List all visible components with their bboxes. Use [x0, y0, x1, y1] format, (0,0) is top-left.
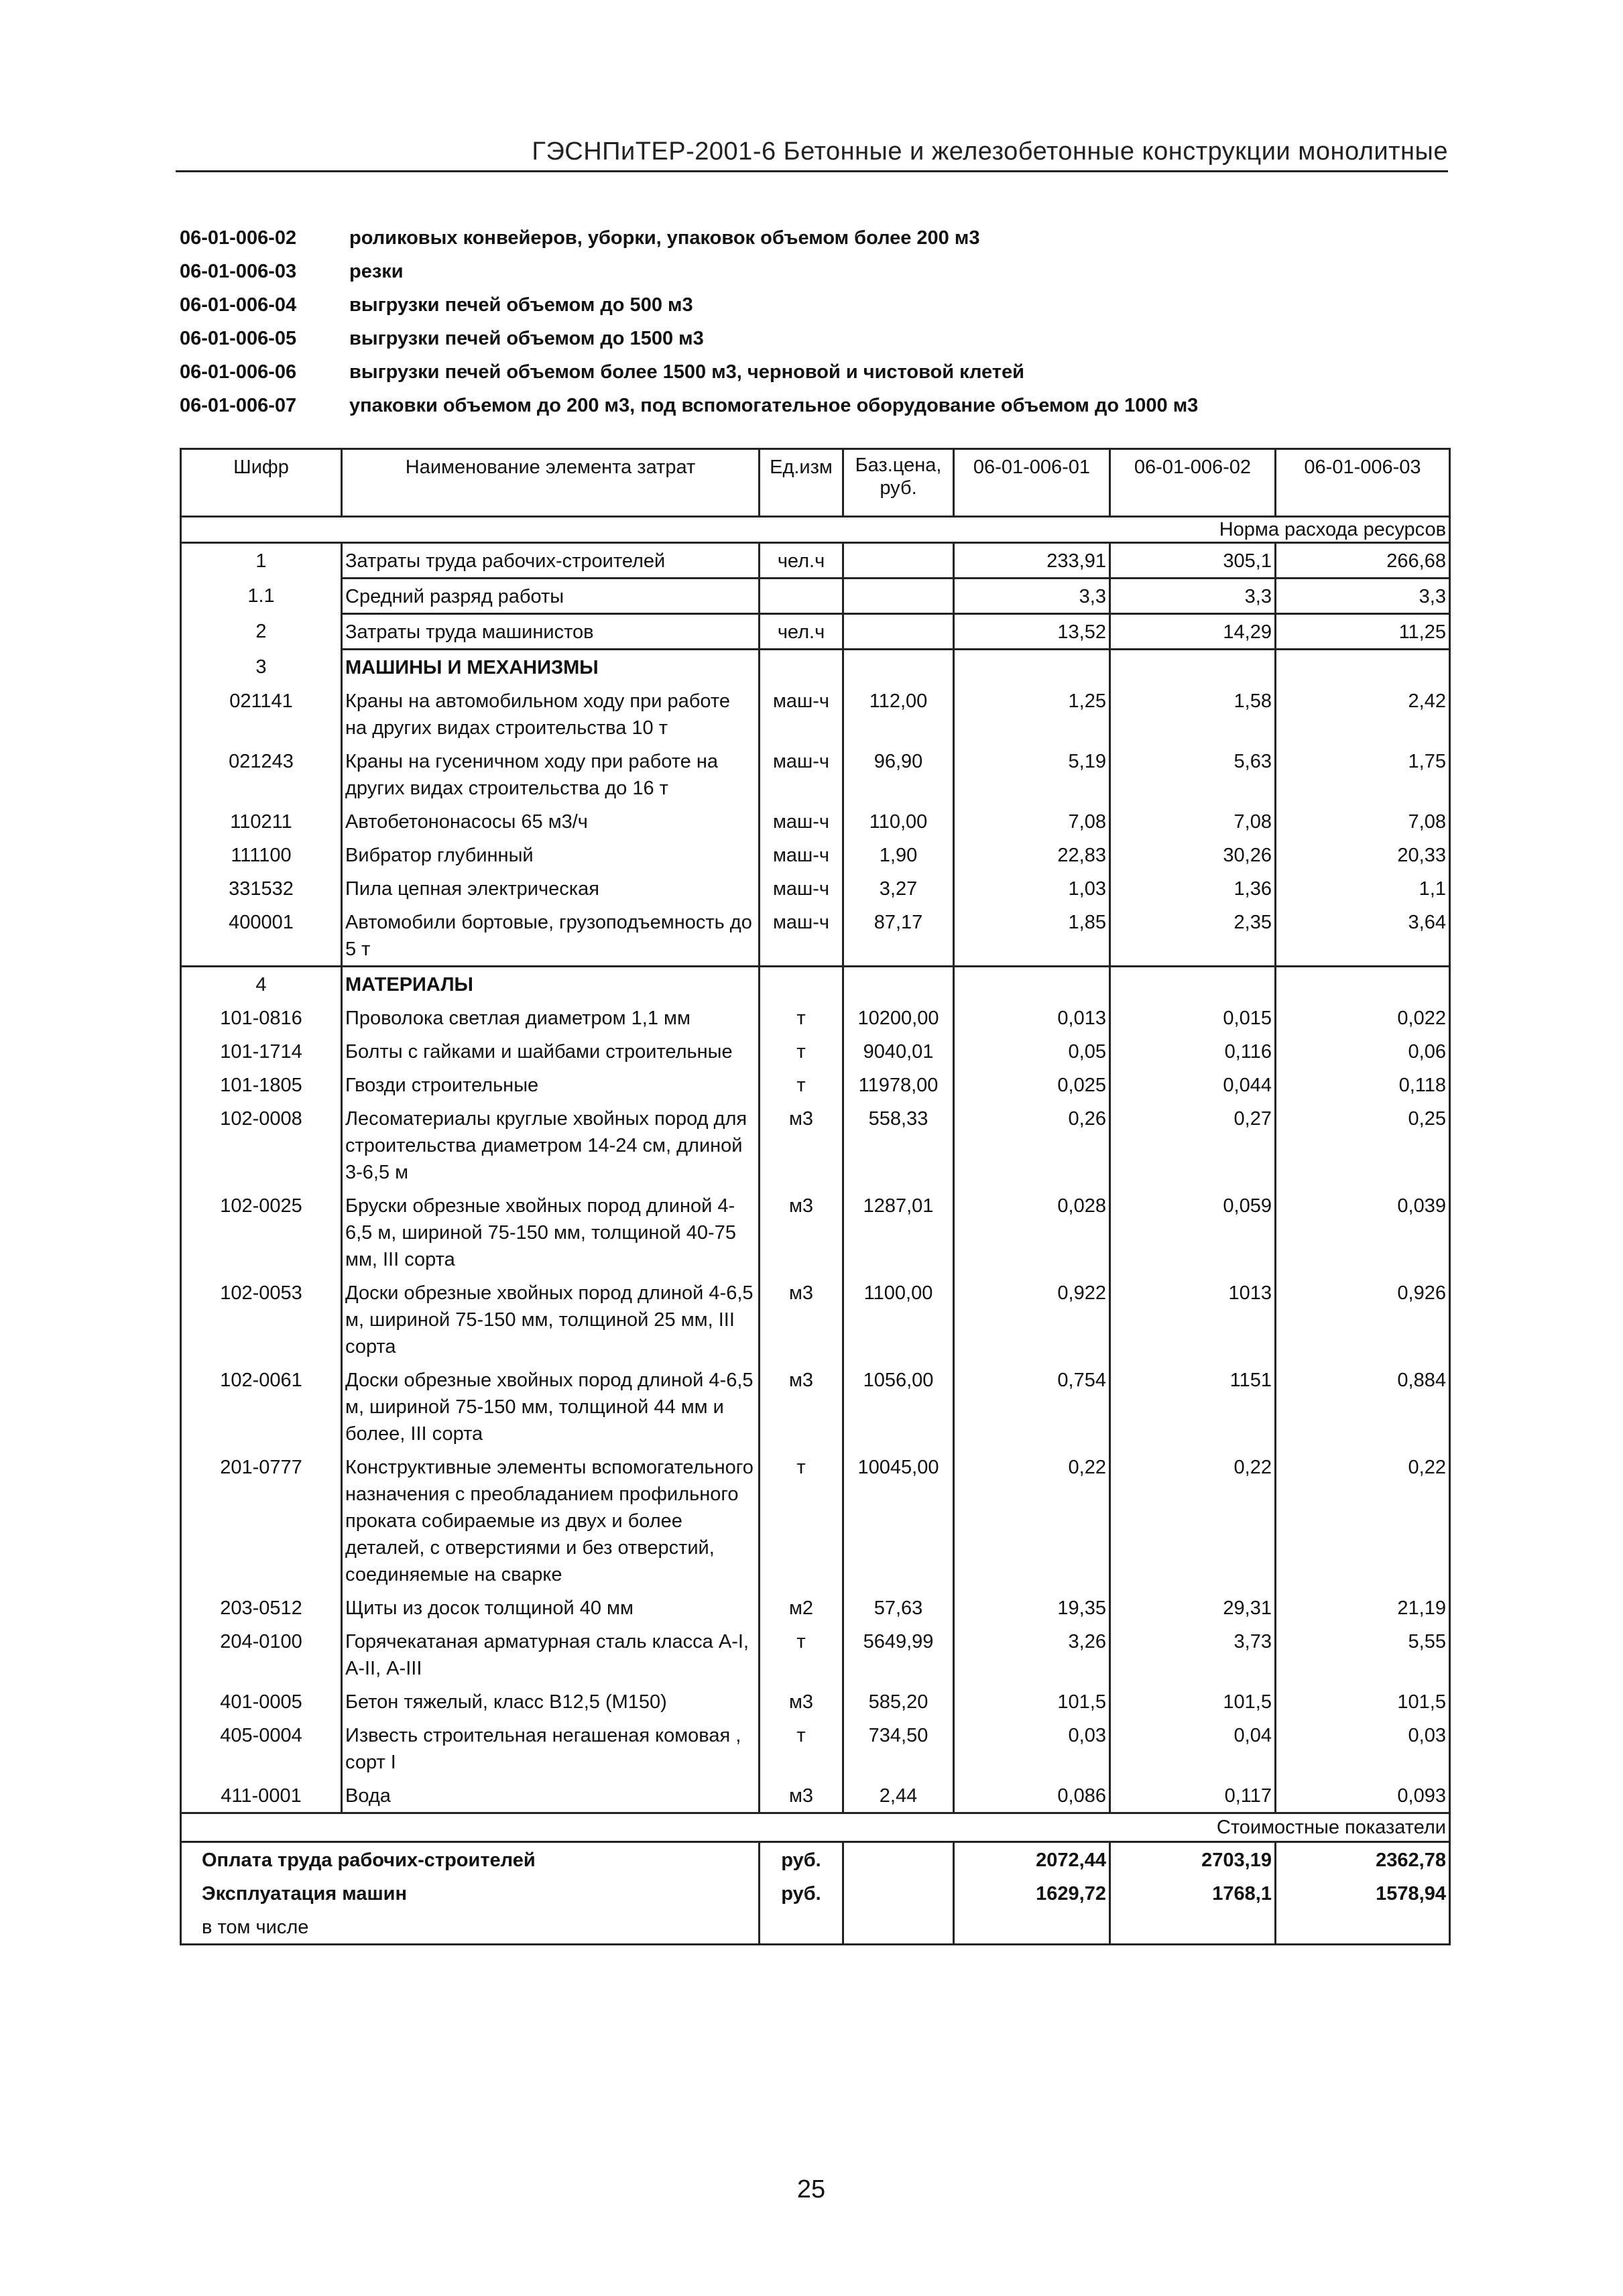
row-name: Средний разряд работы — [342, 579, 760, 614]
header-price: Баз.цена, руб. — [843, 449, 954, 517]
intro-item — [180, 221, 1453, 255]
intro-code: 06-01-006-02 — [180, 227, 297, 249]
row-name: Бруски обрезные хвойных пород длиной 4-6,5 м, шириной 75-150 мм, толщиной 40-75 мм, III сорта — [342, 1189, 760, 1276]
footer-row — [181, 1876, 1450, 1910]
row-unit: маш-ч — [760, 804, 843, 838]
row-unit: чел.ч — [760, 614, 843, 650]
row-price: 558,33 — [843, 1101, 954, 1189]
row-code: 204-0100 — [181, 1624, 342, 1685]
row-value-2 — [1110, 967, 1276, 1002]
footer-label: Эксплуатация машин — [181, 1876, 760, 1910]
footer-value-1: 2072,44 — [954, 1842, 1110, 1877]
row-price: 96,90 — [843, 744, 954, 804]
row-price — [843, 650, 954, 684]
row-unit — [760, 967, 843, 1002]
row-price: 9040,01 — [843, 1034, 954, 1068]
row-value-1: 0,754 — [954, 1363, 1110, 1450]
row-value-1 — [954, 967, 1110, 1002]
row-name: Горячекатаная арматурная сталь класса А-I, А-II, А-III — [342, 1624, 760, 1685]
table-row — [181, 1101, 1450, 1189]
intro-code: 06-01-006-03 — [180, 261, 297, 282]
row-code: 111100 — [181, 838, 342, 871]
row-value-2: 1151 — [1110, 1363, 1276, 1450]
footer-row — [181, 1910, 1450, 1945]
row-value-3: 11,25 — [1276, 614, 1450, 650]
row-price: 87,17 — [843, 905, 954, 967]
row-name: Затраты труда машинистов — [342, 614, 760, 650]
row-name: Краны на автомобильном ходу при работе на других видах строительства 10 т — [342, 684, 760, 744]
row-code: 102-0053 — [181, 1276, 342, 1363]
row-value-3: 5,55 — [1276, 1624, 1450, 1685]
table-row — [181, 1718, 1450, 1778]
row-unit: м3 — [760, 1276, 843, 1363]
row-value-3: 2,42 — [1276, 684, 1450, 744]
row-unit: маш-ч — [760, 838, 843, 871]
row-value-3: 0,884 — [1276, 1363, 1450, 1450]
row-value-1: 1,25 — [954, 684, 1110, 744]
row-name: Доски обрезные хвойных пород длиной 4-6,5 м, шириной 75-150 мм, толщиной 25 мм, III сорта — [342, 1276, 760, 1363]
row-value-3: 21,19 — [1276, 1591, 1450, 1624]
row-name: Краны на гусеничном ходу при работе на других видах строительства до 16 т — [342, 744, 760, 804]
row-code: 1.1 — [181, 579, 342, 614]
row-price: 1287,01 — [843, 1189, 954, 1276]
row-value-2: 101,5 — [1110, 1685, 1276, 1718]
row-unit: маш-ч — [760, 871, 843, 905]
row-value-3: 0,118 — [1276, 1068, 1450, 1101]
footer-value-3: 1578,94 — [1276, 1876, 1450, 1910]
row-unit: м3 — [760, 1363, 843, 1450]
row-value-1: 0,05 — [954, 1034, 1110, 1068]
table-row — [181, 579, 1450, 614]
row-unit: м3 — [760, 1778, 843, 1813]
intro-item — [180, 389, 1453, 422]
row-value-3: 0,22 — [1276, 1450, 1450, 1591]
row-value-1: 0,028 — [954, 1189, 1110, 1276]
table-row — [181, 1591, 1450, 1624]
row-price — [843, 543, 954, 579]
table-row — [181, 650, 1450, 684]
row-name: Конструктивные элементы вспомогательного назначения с преобладанием профильного проката собираемые из двух и более деталей, с отверстиями и без отверстий, соединяемые на сварке — [342, 1450, 760, 1591]
row-name: МАШИНЫ И МЕХАНИЗМЫ — [342, 650, 760, 684]
footer-value-3 — [1276, 1910, 1450, 1945]
row-value-2: 0,27 — [1110, 1101, 1276, 1189]
row-code: 110211 — [181, 804, 342, 838]
footer-price — [843, 1876, 954, 1910]
row-price: 11978,00 — [843, 1068, 954, 1101]
table-row — [181, 1189, 1450, 1276]
row-code: 102-0008 — [181, 1101, 342, 1189]
row-value-3: 1,1 — [1276, 871, 1450, 905]
row-code: 405-0004 — [181, 1718, 342, 1778]
resource-table — [180, 448, 1451, 1945]
intro-text: упаковки объемом до 200 м3, под вспомогательное оборудование объемом до 1000 м3 — [349, 395, 1199, 416]
row-value-3: 0,25 — [1276, 1101, 1450, 1189]
row-unit: т — [760, 1034, 843, 1068]
row-unit — [760, 650, 843, 684]
row-price — [843, 614, 954, 650]
row-name: Доски обрезные хвойных пород длиной 4-6,5 м, шириной 75-150 мм, толщиной 44 мм и более, III сорта — [342, 1363, 760, 1450]
row-value-1: 22,83 — [954, 838, 1110, 871]
row-price: 1056,00 — [843, 1363, 954, 1450]
intro-text: выгрузки печей объемом до 1500 м3 — [349, 328, 704, 349]
row-value-1: 0,22 — [954, 1450, 1110, 1591]
row-value-3: 0,926 — [1276, 1276, 1450, 1363]
row-value-2 — [1110, 650, 1276, 684]
row-price: 585,20 — [843, 1685, 954, 1718]
row-unit: маш-ч — [760, 905, 843, 967]
row-price: 110,00 — [843, 804, 954, 838]
footer-price — [843, 1842, 954, 1877]
row-value-2: 5,63 — [1110, 744, 1276, 804]
row-code: 102-0025 — [181, 1189, 342, 1276]
row-code: 101-1805 — [181, 1068, 342, 1101]
footer-value-2 — [1110, 1910, 1276, 1945]
row-price: 734,50 — [843, 1718, 954, 1778]
row-value-1: 101,5 — [954, 1685, 1110, 1718]
row-value-3: 3,64 — [1276, 905, 1450, 967]
row-value-1: 13,52 — [954, 614, 1110, 650]
row-value-2: 0,22 — [1110, 1450, 1276, 1591]
row-value-2: 1,36 — [1110, 871, 1276, 905]
row-unit: т — [760, 1001, 843, 1034]
row-value-3: 0,03 — [1276, 1718, 1450, 1778]
table-row — [181, 1068, 1450, 1101]
row-unit: маш-ч — [760, 684, 843, 744]
intro-code: 06-01-006-04 — [180, 294, 297, 316]
row-value-2: 0,116 — [1110, 1034, 1276, 1068]
row-name: Автомобили бортовые, грузоподъемность до 5 т — [342, 905, 760, 967]
row-unit: м3 — [760, 1189, 843, 1276]
table-row — [181, 684, 1450, 744]
row-value-1 — [954, 650, 1110, 684]
row-price: 2,44 — [843, 1778, 954, 1813]
row-price: 112,00 — [843, 684, 954, 744]
row-value-2: 30,26 — [1110, 838, 1276, 871]
table-row — [181, 1624, 1450, 1685]
row-value-2: 7,08 — [1110, 804, 1276, 838]
intro-code: 06-01-006-07 — [180, 395, 297, 416]
row-value-3: 266,68 — [1276, 543, 1450, 579]
row-value-2: 0,117 — [1110, 1778, 1276, 1813]
row-price: 10200,00 — [843, 1001, 954, 1034]
row-unit: т — [760, 1068, 843, 1101]
table-row — [181, 1276, 1450, 1363]
row-value-3: 0,093 — [1276, 1778, 1450, 1813]
row-unit: т — [760, 1624, 843, 1685]
row-code: 203-0512 — [181, 1591, 342, 1624]
footer-value-1 — [954, 1910, 1110, 1945]
intro-text: резки — [349, 261, 404, 282]
row-value-1: 0,013 — [954, 1001, 1110, 1034]
table-row — [181, 967, 1450, 1002]
row-code: 4 — [181, 967, 342, 1002]
table-row — [181, 1001, 1450, 1034]
table-row — [181, 1363, 1450, 1450]
row-value-1: 1,85 — [954, 905, 1110, 967]
row-value-1: 7,08 — [954, 804, 1110, 838]
row-value-1: 0,922 — [954, 1276, 1110, 1363]
row-name: МАТЕРИАЛЫ — [342, 967, 760, 1002]
row-unit — [760, 579, 843, 614]
footer-value-2: 2703,19 — [1110, 1842, 1276, 1877]
row-code: 021243 — [181, 744, 342, 804]
header-col-1: 06-01-006-01 — [954, 449, 1110, 517]
row-name: Бетон тяжелый, класс В12,5 (М150) — [342, 1685, 760, 1718]
table-row — [181, 1450, 1450, 1591]
row-name: Известь строительная негашеная комовая , сорт I — [342, 1718, 760, 1778]
row-value-3: 0,022 — [1276, 1001, 1450, 1034]
norm-label: Норма расхода ресурсов — [181, 517, 1450, 543]
row-code: 401-0005 — [181, 1685, 342, 1718]
row-value-1: 0,086 — [954, 1778, 1110, 1813]
page-header-title: ГЭСНПиТЕР-2001-6 Бетонные и железобетонные конструкции монолитные — [532, 137, 1448, 166]
row-price: 1100,00 — [843, 1276, 954, 1363]
footer-value-1: 1629,72 — [954, 1876, 1110, 1910]
header-unit: Ед.изм — [760, 449, 843, 517]
row-value-3: 7,08 — [1276, 804, 1450, 838]
row-code: 101-0816 — [181, 1001, 342, 1034]
footer-row — [181, 1842, 1450, 1877]
row-unit: т — [760, 1718, 843, 1778]
row-value-3: 101,5 — [1276, 1685, 1450, 1718]
row-value-2: 1013 — [1110, 1276, 1276, 1363]
row-value-2: 0,059 — [1110, 1189, 1276, 1276]
intro-item — [180, 288, 1453, 322]
row-value-2: 1,58 — [1110, 684, 1276, 744]
table-row — [181, 871, 1450, 905]
row-value-1: 19,35 — [954, 1591, 1110, 1624]
row-value-3: 0,06 — [1276, 1034, 1450, 1068]
row-value-3: 0,039 — [1276, 1189, 1450, 1276]
table-row — [181, 905, 1450, 967]
row-value-1: 1,03 — [954, 871, 1110, 905]
row-name: Автобетононасосы 65 м3/ч — [342, 804, 760, 838]
row-name: Щиты из досок толщиной 40 мм — [342, 1591, 760, 1624]
row-unit: т — [760, 1450, 843, 1591]
table-row — [181, 614, 1450, 650]
intro-text: выгрузки печей объемом более 1500 м3, черновой и чистовой клетей — [349, 361, 1024, 383]
table-row — [181, 744, 1450, 804]
row-code: 400001 — [181, 905, 342, 967]
intro-list — [180, 221, 1453, 422]
table-row — [181, 1685, 1450, 1718]
row-value-3 — [1276, 967, 1450, 1002]
header-col-2: 06-01-006-02 — [1110, 449, 1276, 517]
header-divider — [176, 170, 1448, 172]
row-price: 10045,00 — [843, 1450, 954, 1591]
table-row — [181, 804, 1450, 838]
row-name: Вибратор глубинный — [342, 838, 760, 871]
row-value-3 — [1276, 650, 1450, 684]
row-value-3: 3,3 — [1276, 579, 1450, 614]
cost-label-row — [181, 1813, 1450, 1842]
row-code: 101-1714 — [181, 1034, 342, 1068]
row-code: 411-0001 — [181, 1778, 342, 1813]
row-value-2: 0,015 — [1110, 1001, 1276, 1034]
row-value-1: 0,025 — [954, 1068, 1110, 1101]
table-row — [181, 1034, 1450, 1068]
row-price — [843, 967, 954, 1002]
table-row — [181, 1778, 1450, 1813]
footer-price — [843, 1910, 954, 1945]
row-name: Затраты труда рабочих-строителей — [342, 543, 760, 579]
header-col-3: 06-01-006-03 — [1276, 449, 1450, 517]
row-code: 102-0061 — [181, 1363, 342, 1450]
footer-label: в том числе — [181, 1910, 760, 1945]
row-name: Болты с гайками и шайбами строительные — [342, 1034, 760, 1068]
page-number: 25 — [796, 2175, 826, 2203]
footer-unit: руб. — [760, 1876, 843, 1910]
row-code: 331532 — [181, 871, 342, 905]
row-value-1: 233,91 — [954, 543, 1110, 579]
intro-item — [180, 322, 1453, 355]
header-code: Шифр — [181, 449, 342, 517]
cost-label: Стоимостные показатели — [181, 1813, 1450, 1842]
table-row — [181, 838, 1450, 871]
row-code: 2 — [181, 614, 342, 650]
row-value-2: 3,73 — [1110, 1624, 1276, 1685]
row-code: 201-0777 — [181, 1450, 342, 1591]
footer-unit — [760, 1910, 843, 1945]
row-value-2: 2,35 — [1110, 905, 1276, 967]
row-name: Пила цепная электрическая — [342, 871, 760, 905]
footer-label: Оплата труда рабочих-строителей — [181, 1842, 760, 1877]
row-unit: м3 — [760, 1685, 843, 1718]
footer-unit: руб. — [760, 1842, 843, 1877]
norm-label-row — [181, 517, 1450, 543]
row-value-1: 5,19 — [954, 744, 1110, 804]
table-header-row — [181, 449, 1450, 517]
row-price — [843, 579, 954, 614]
row-value-1: 0,03 — [954, 1718, 1110, 1778]
row-unit: маш-ч — [760, 744, 843, 804]
row-price: 3,27 — [843, 871, 954, 905]
row-value-2: 305,1 — [1110, 543, 1276, 579]
row-value-2: 0,044 — [1110, 1068, 1276, 1101]
footer-value-3: 2362,78 — [1276, 1842, 1450, 1877]
row-name: Гвозди строительные — [342, 1068, 760, 1101]
row-value-2: 0,04 — [1110, 1718, 1276, 1778]
row-name: Проволока светлая диаметром 1,1 мм — [342, 1001, 760, 1034]
row-value-1: 3,3 — [954, 579, 1110, 614]
intro-code: 06-01-006-05 — [180, 328, 297, 349]
row-price: 57,63 — [843, 1591, 954, 1624]
row-name: Лесоматериалы круглые хвойных пород для строительства диаметром 14-24 см, длиной 3-6,5 м — [342, 1101, 760, 1189]
header-name: Наименование элемента затрат — [342, 449, 760, 517]
intro-code: 06-01-006-06 — [180, 361, 297, 383]
row-value-1: 0,26 — [954, 1101, 1110, 1189]
row-value-2: 3,3 — [1110, 579, 1276, 614]
row-value-3: 1,75 — [1276, 744, 1450, 804]
row-code: 1 — [181, 543, 342, 579]
row-name: Вода — [342, 1778, 760, 1813]
row-code: 021141 — [181, 684, 342, 744]
intro-text: роликовых конвейеров, уборки, упаковок объемом более 200 м3 — [349, 227, 980, 249]
intro-item — [180, 255, 1453, 288]
row-value-2: 29,31 — [1110, 1591, 1276, 1624]
row-unit: чел.ч — [760, 543, 843, 579]
row-value-1: 3,26 — [954, 1624, 1110, 1685]
row-price: 1,90 — [843, 838, 954, 871]
row-price: 5649,99 — [843, 1624, 954, 1685]
intro-item — [180, 355, 1453, 389]
row-value-3: 20,33 — [1276, 838, 1450, 871]
row-unit: м3 — [760, 1101, 843, 1189]
intro-text: выгрузки печей объемом до 500 м3 — [349, 294, 693, 316]
row-unit: м2 — [760, 1591, 843, 1624]
row-value-2: 14,29 — [1110, 614, 1276, 650]
row-code: 3 — [181, 650, 342, 684]
footer-value-2: 1768,1 — [1110, 1876, 1276, 1910]
table-row — [181, 543, 1450, 579]
